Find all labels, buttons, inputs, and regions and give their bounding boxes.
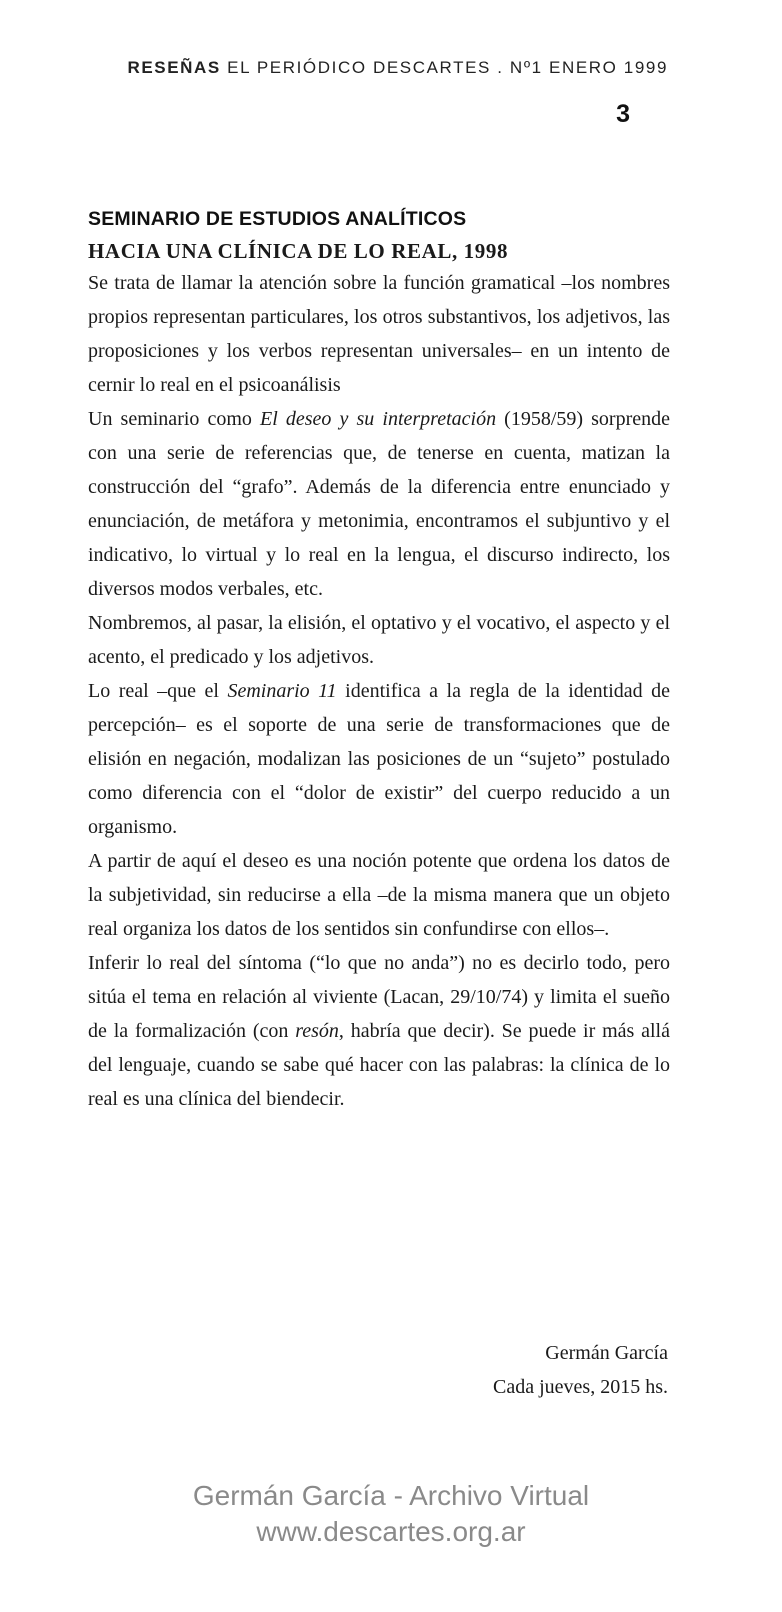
page-number: 3 xyxy=(616,100,630,128)
paragraph-4-italic: Seminario 11 xyxy=(227,680,337,702)
paragraph-3: Nombremos, al pasar, la elisión, el optativo y el vocativo, el aspecto y el acento, el predicado y los adjetivos. xyxy=(88,612,670,668)
paragraph-6 xyxy=(88,946,670,1116)
paragraph-6-italic: resón xyxy=(295,1020,339,1042)
paragraph-4-text-b: identifica a la regla de la identidad de percepción– es el soporte de una serie de transformaciones que de elisión en negación, modalizan las posiciones de un “sujeto” postulado como diferencia con el “dolor de existir” del cuerpo reducido a un organismo. xyxy=(88,680,671,838)
archive-credit: Germán García - Archivo Virtual xyxy=(192,1480,590,1511)
paragraph-2-text-a: Un seminario como xyxy=(88,408,261,430)
paragraph-2-text-b: (1958/59) sorprende con una serie de referencias que, de tenerse en cuenta, matizan la construcción del “grafo”. Además de la diferencia entre enunciado y enunciación, de metáfora y metonimia, encontramos el subjuntivo y el indicativo, lo virtual y lo real en la lengua, el discurso indirecto, los diversos modos verbales, etc. xyxy=(88,408,671,600)
paragraph-4-text-a: Lo real –que el xyxy=(88,680,228,702)
paragraph-5: A partir de aquí el deseo es una noción potente que ordena los datos de la subjetividad, sin reducirse a ella –de la misma manera que un objeto real organiza los datos de los sentidos sin confundirse con ellos–. xyxy=(88,850,670,940)
paragraph-6-text-b: , habría que decir). Se puede ir más allá del lenguaje, cuando se sabe qué hacer con las palabras: la clínica de lo real es una clínica del biendecir. xyxy=(88,1020,670,1110)
signature xyxy=(493,1336,668,1404)
paragraph-6-text-a: Inferir lo real del síntoma (“lo que no anda”) no es decirlo todo, pero sitúa el tema en relación al viviente (Lacan, 29/10/74) y limita el sueño de la formalización (con xyxy=(88,952,670,1042)
running-head xyxy=(127,58,668,78)
article-subtitle: HACIA UNA CLÍNICA DE LO REAL, 1998 xyxy=(88,239,509,263)
author-name: Germán García xyxy=(545,1342,668,1364)
schedule: Cada jueves, 2015 hs. xyxy=(493,1376,668,1398)
section-title: SEMINARIO DE ESTUDIOS ANALÍTICOS xyxy=(88,208,467,230)
running-head-publication: EL PERIÓDICO DESCARTES . Nº1 ENERO 1999 xyxy=(227,58,668,77)
paragraph-2 xyxy=(88,402,670,606)
paragraph-4 xyxy=(88,674,670,844)
paragraph-2-italic: El deseo y su interpretación xyxy=(260,408,497,430)
article-body xyxy=(88,266,670,1116)
footer xyxy=(0,1478,782,1550)
paragraph-1: Se trata de llamar la atención sobre la función gramatical –los nombres propios representan particulares, los otros substantivos, los adjetivos, las proposiciones y los verbos representan universales– en un intento de cernir lo real en el psicoanálisis xyxy=(88,272,670,396)
archive-url: www.descartes.org.ar xyxy=(256,1516,526,1547)
running-head-section: RESEÑAS xyxy=(127,58,221,77)
article xyxy=(88,204,670,1116)
